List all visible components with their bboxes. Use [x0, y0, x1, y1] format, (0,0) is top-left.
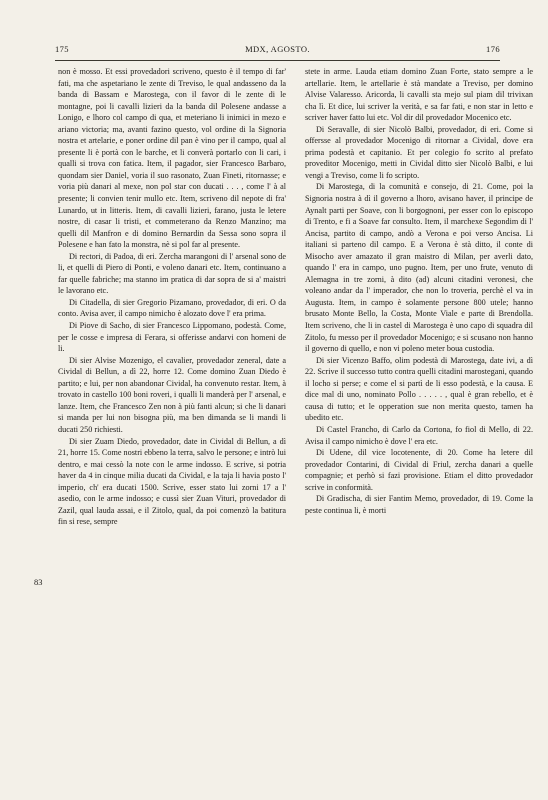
paragraph: Di Udene, dil vice locotenente, di 20. Come ha letere dil provedador Contarini, di Cividal di Friul, zercha danari a quelle compagnie; et perhò si fazi provisione. Etiam el ditto provedador scrive in conformità.: [305, 448, 533, 492]
paragraph: Di Gradischa, di sier Fantim Memo, provedador, di 19. Come la peste continua li, è morti: [305, 494, 533, 515]
right-page-number: 176: [486, 44, 500, 54]
right-column: [305, 66, 533, 516]
paragraph: Di Piove di Sacho, di sier Francesco Lippomano, podestà. Come, per le cosse e impresa di Ferara, si offerisse andarvi con homeni de li.: [58, 321, 286, 354]
paragraph: Di rectori, di Padoa, di eri. Zercha marangoni di l' arsenal sono de li, et quelli di Piero di Ponti, e voleno danari etc. Item, continuano a far quelle fabriche; ma stanno im pratica di dar sopra de si a' maistri le lavorano etc.: [58, 251, 286, 296]
left-column: [58, 66, 286, 528]
paragraph: non è mosso. Et essi provedadori scriveno, questo è il tempo di far' fati, ma che aspetariano le zente di Treviso, le qual andasseno da la banda di Bassam e Marostega, con il favor di le zente di le montagne, poi li cavalli lizieri da la banda dil Polesene andasse a Lonigo, e lhoro col campo di qua, et meteriano li inimici in mezo e ariano victoria; ma, avanti fazino questo, vol ordine di la Signoria nostra et artelarie, e poner ordine dil pan è vino per il campo, qual al presente li è portà con le barche, et li converà portarlo con li cari, i qualli si trova con fatica. Item, il pagador, sier Francesco Barbaro, quondam sier Daniel, voria il suo rasonato, Zuan Fineti, ritornasse; e voria più danari al mexe, non pol star con ducati . . . , come l' à al presente; li convien tenir mullo etc. Item, scriveno dil nepote di fra' Lunardo, ut in litteris. Item, di cavalli lizieri, farano, justa le letere nostre, di casar li tristi, et commeterano da Renzo Manzino; ma quelli dil Manfron e di domino Bernardin da Sessa sono sopra il Polesene e han fato la monstra, nè si pol far al presente.: [58, 67, 286, 250]
paragraph: Di sier Zuam Diedo, provedador, date in Cividal di Bellun, a dì 21, horre 15. Come nostri ebbeno la terra, salvo le persone; e intrò lui dentro, e mai cessò la note con le arme indosso. E scrive, si potria haver da 4 in cinque milia ducati da Cividal, e la taja li havia posto l' imperio, ch' era ducati 1500. Scrive, esser stato lui zorni 17 a l' asedio, con le arme indosso; e cussì sier Zuan Vituri, provedador di Zazil, qual lauda assai, e il Zitolo, qual, da poi comenzò la batitura fin si rese, sempre: [58, 436, 286, 527]
header-rule: [55, 60, 500, 61]
running-title: MDX, AGOSTO.: [245, 44, 310, 54]
page-header: [55, 44, 500, 58]
margin-note: 83: [34, 578, 43, 587]
paragraph: Di sier Vicenzo Baffo, olim podestà di Marostega, date ivi, a dì 22. Scrive il successo tutto contra quelli citadini marostegani, quando il locho si perse; e come el si partì de li esso podestà, e la causa. E dice mal di uno, nominato Pollo . . . . . , qual è gran rebello, et è causa di tutto; et le opperation sue non merita questo, tamen ha ubedito etc.: [305, 355, 533, 423]
paragraph: Di Marostega, di la comunità e consejo, di 21. Come, poi la Signoria nostra à dì il governo a lhoro, avisano haver, il principe de Aynalt parti per Soave, con li borgognoni, per esser con lo episcopo di Trento, e fi a Soave far consulto. Item, il marchexe Segondim di l' Ancisa, partito di campo, andò a Verona e poi verso Ancisa. Li italiani si parteno dil campo. E a Verona è stà ditto, il conte di Misocho aver amazato il gran maistro di Milan, per averli dato, quando l' era in campo, uno pugno. Item, per uno frute, venuto di Alemagna in tre zorni, à dito (ad) alcuni citadini veronesi, che voleano andar da l' imperador, che non lo troveria, perchè el va in Augusta. Item, in campo è solamente persone 800 utele; hanno brusato Monte Bello, la Costa, Monte Viale e parte di Brendolla. Item scriveno, che li in castel di Marostega è uno capo di squadra dil Zitolo, fu messo per il provedador Mocenigo; e si scusano non hanno il governo di quello, e non vi poleno meter boua custodia.: [305, 182, 533, 354]
paragraph: Di Castel Francho, di Carlo da Cortona, fo fiol di Mello, di 22. Avisa il campo nimicho è dove l' era etc.: [305, 424, 533, 446]
paragraph: stete in arme. Lauda etiam domino Zuan Forte, stato sempre a le artellarie. Item, le artellarie è stà mandate a Treviso, per domino Alvise Valaresso. Aricorda, li cavalli sta mejo sul piam dil trivixan cha lì. Et dice, lui scriver la verità, e sa far fati, e non star in letto e scriver haver fatto lui etc. Vol dir dil provedador Mocenico etc.: [305, 67, 533, 123]
paragraph: Di sier Alvise Mozenigo, el cavalier, provedador zeneral, date a Cividal di Bellun, a dì 22, horre 12. Come domino Zuan Diedo è partito; e lui, per non abandonar Cividal, ha convenuto restar. Item, à trovato in castello 100 boni roveri, i qualli li manderà per l' arsenal, e lanze. Item, che Francesco Zen non à più fanti alcun; si che li danari si manda per lui non bisogna più, ma ben dimanda se li mandi li ducati 250 richiesti.: [58, 355, 286, 434]
paragraph: Di Citadella, di sier Gregorio Pizamano, provedador, di eri. O da conto. Avisa aver, il campo nimicho è alozato dove l' era prima.: [58, 297, 286, 319]
paragraph: Di Seravalle, di sier Nicolò Balbi, provedador, di eri. Come si offersse al provedador Mocenigo di ritornar a Cividal, dove era prima podestà et capitanio. Et per colegio fo scrito al prefato proveditor Mocenigo, metti in Cividal ditto sier Nicolò Balbi, e lui vengi a Treviso, come li fo scripto.: [305, 124, 533, 180]
left-page-number: 175: [55, 44, 69, 54]
